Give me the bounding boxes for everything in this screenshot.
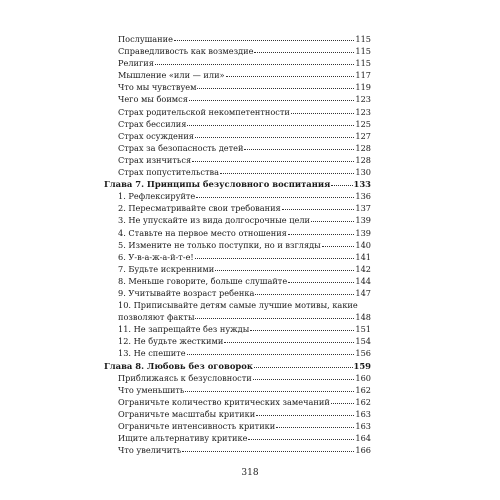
toc-entry-title: 10. Приписывайте детям самые лучшие мотивы, какие xyxy=(118,300,358,311)
toc-entry-title: Глава 8. Любовь без оговорок xyxy=(104,360,253,371)
toc-entry xyxy=(104,299,371,311)
toc-entry-title: 3. Не упускайте из вида долгосрочные цели xyxy=(118,215,310,226)
toc-entry xyxy=(104,93,371,105)
toc-entry-page-number: 148 xyxy=(355,312,371,323)
toc-entry-title: Страх попустительства xyxy=(118,167,220,178)
toc-entry xyxy=(104,142,371,154)
toc-leader-dots xyxy=(226,75,355,77)
toc-entry-title: 5. Измените не только поступки, но и взгляды xyxy=(118,239,321,250)
toc-entry-title: Что увеличить xyxy=(118,445,182,456)
toc-entry xyxy=(104,408,371,420)
toc-entry-page-number: 115 xyxy=(355,58,371,69)
toc-leader-dots xyxy=(331,184,352,186)
toc-entry-title: Справедливость как возмездие xyxy=(118,46,254,57)
toc-leader-dots xyxy=(189,99,354,101)
toc-leader-dots xyxy=(254,51,354,53)
toc-leader-dots xyxy=(322,245,355,247)
toc-leader-dots xyxy=(291,112,354,114)
toc-leader-dots xyxy=(254,366,353,368)
toc-entry xyxy=(104,275,371,287)
toc-entry-page-number: 159 xyxy=(353,360,371,371)
toc-leader-dots xyxy=(195,136,354,138)
toc-entry-title: 8. Меньше говорите, больше слушайте xyxy=(118,275,288,286)
toc-entry-page-number: 164 xyxy=(355,433,371,444)
toc-leader-dots xyxy=(187,124,354,126)
toc-entry-page-number: 151 xyxy=(355,324,371,335)
toc-entry-page-number: 140 xyxy=(355,239,371,250)
toc-entry-page-number: 163 xyxy=(355,408,371,419)
toc-entry-title: Ищите альтернативу критике xyxy=(118,433,248,444)
toc-entry-page-number: 128 xyxy=(355,142,371,153)
toc-entry-title: 2. Пересматривайте свои требования xyxy=(118,203,281,214)
toc-entry-page-number: 163 xyxy=(355,421,371,431)
toc-leader-dots xyxy=(255,293,354,295)
toc-entry xyxy=(104,69,371,81)
toc-entry xyxy=(104,106,371,118)
toc-entry-title: Приближаясь к безусловности xyxy=(118,372,252,383)
toc-leader-dots xyxy=(192,160,354,162)
toc-entry xyxy=(104,227,371,239)
toc-entry xyxy=(104,190,371,202)
toc-entry-title: Мышление «или — или» xyxy=(118,70,225,81)
toc-entry-page-number: 162 xyxy=(355,396,371,407)
toc-leader-dots xyxy=(174,39,354,41)
toc-leader-dots xyxy=(250,329,354,331)
toc-entry-page-number: 123 xyxy=(355,106,371,117)
toc-entry-page-number: 147 xyxy=(355,287,371,298)
toc-entry-title: Страх родительской некомпетентности xyxy=(118,106,290,117)
toc-leader-dots xyxy=(224,341,354,343)
toc-leader-dots xyxy=(195,257,355,259)
toc-entry xyxy=(104,239,371,251)
toc-entry-page-number: 125 xyxy=(355,118,371,129)
toc-entry xyxy=(104,118,371,130)
toc-entry xyxy=(104,263,371,275)
toc-leader-dots xyxy=(155,63,354,65)
toc-entry-page-number: 139 xyxy=(355,227,371,238)
toc-entry-title: Ограничьте масштабы критики xyxy=(118,408,256,419)
toc-entry xyxy=(104,420,371,432)
toc-leader-dots xyxy=(253,378,355,380)
toc-leader-dots xyxy=(215,269,354,271)
toc-entry-page-number: 115 xyxy=(355,46,371,57)
toc-leader-dots xyxy=(197,87,354,89)
toc-entry xyxy=(104,323,371,335)
page-number: 318 xyxy=(241,468,259,478)
toc-leader-dots xyxy=(282,208,355,210)
toc-entry-page-number: 160 xyxy=(355,372,371,383)
toc-entry xyxy=(104,287,371,299)
toc-chapter-heading xyxy=(104,178,371,190)
toc-entry-page-number: 144 xyxy=(355,275,371,286)
toc-entry-title: позволяют факты xyxy=(118,312,195,323)
toc-leader-dots xyxy=(248,438,354,440)
toc-entry-title: Страх изнчиться xyxy=(118,154,192,165)
toc-entry xyxy=(104,251,371,263)
toc-entry xyxy=(104,130,371,142)
toc-entry-page-number: 115 xyxy=(355,34,371,44)
toc-entry-page-number: 141 xyxy=(355,251,371,262)
toc-entry xyxy=(104,396,371,408)
toc-entry-title: Чего мы боимся xyxy=(118,94,188,105)
toc-entry-title: Страх за безопасность детей xyxy=(118,142,244,153)
toc-leader-dots xyxy=(331,402,355,404)
toc-entry-title: 12. Не будьте жесткими xyxy=(118,336,224,347)
toc-entry-page-number: 128 xyxy=(355,154,371,165)
toc-entry xyxy=(104,154,371,166)
toc-leader-dots xyxy=(256,414,354,416)
toc-leader-dots xyxy=(196,196,354,198)
toc-entry xyxy=(104,202,371,214)
toc-leader-dots xyxy=(276,426,354,428)
toc-entry-page-number: 136 xyxy=(355,191,371,202)
toc-entry-title: Страх бессилия xyxy=(118,118,187,129)
toc-entry-title: Ограничьте количество критических замечаний xyxy=(118,396,330,407)
toc-entry-page-number: 117 xyxy=(355,70,371,81)
toc-entry xyxy=(104,45,371,57)
toc-entry-page-number: 119 xyxy=(355,82,371,93)
toc-entry xyxy=(104,444,371,456)
toc-leader-dots xyxy=(220,172,354,174)
toc-leader-dots xyxy=(195,317,354,319)
toc-entry-title: 4. Ставьте на первое место отношения xyxy=(118,227,287,238)
toc-entry-page-number: 139 xyxy=(355,215,371,226)
toc-entry-title: Что уменьшить xyxy=(118,384,185,395)
toc-chapter-heading xyxy=(104,360,371,372)
toc-entry-page-number: 154 xyxy=(355,336,371,347)
toc-entry-page-number: 137 xyxy=(355,203,371,214)
toc-entry-title: 1. Рефлексируйте xyxy=(118,191,196,202)
toc-entry-page-number: 127 xyxy=(355,130,371,141)
toc-entry-title: 13. Не спешите xyxy=(118,348,186,359)
toc-leader-dots xyxy=(182,450,354,452)
toc-entry xyxy=(104,311,371,323)
toc-leader-dots xyxy=(288,233,355,235)
toc-entry-page-number: 123 xyxy=(355,94,371,105)
toc-entry-page-number: 130 xyxy=(355,167,371,178)
toc-leader-dots xyxy=(288,281,354,283)
toc-entry-title: 9. Учитывайте возраст ребенка xyxy=(118,287,255,298)
toc-entry-page-number: 133 xyxy=(353,179,371,190)
toc-entry-page-number: 156 xyxy=(355,348,371,359)
toc-entry xyxy=(104,33,371,45)
toc-entry xyxy=(104,214,371,226)
toc-leader-dots xyxy=(359,306,370,307)
toc-entry xyxy=(104,347,371,359)
toc-entry-page-number: 142 xyxy=(355,263,371,274)
table-of-contents xyxy=(104,33,371,456)
toc-entry-page-number: 162 xyxy=(355,384,371,395)
toc-entry xyxy=(104,57,371,69)
toc-leader-dots xyxy=(185,390,354,392)
toc-leader-dots xyxy=(311,220,354,222)
toc-entry xyxy=(104,335,371,347)
toc-entry xyxy=(104,384,371,396)
toc-entry-title: Послушание xyxy=(118,34,173,44)
toc-entry-title: Ограничьте интенсивность критики xyxy=(118,421,276,431)
toc-leader-dots xyxy=(244,148,354,150)
toc-entry-title: Страх осуждения xyxy=(118,130,194,141)
toc-entry-page-number: 166 xyxy=(355,445,371,456)
toc-entry-title: 7. Будьте искренними xyxy=(118,263,215,274)
toc-entry xyxy=(104,81,371,93)
toc-entry xyxy=(104,166,371,178)
toc-entry-title: 11. Не запрещайте без нужды xyxy=(118,324,250,335)
toc-entry-title: 6. У-в-а-ж-а-й-т-е! xyxy=(118,251,194,262)
toc-entry-title: Что мы чувствуем xyxy=(118,82,197,93)
toc-entry xyxy=(104,372,371,384)
toc-entry xyxy=(104,432,371,444)
toc-entry-title: Глава 7. Принципы безусловного воспитания xyxy=(104,179,331,190)
toc-entry-title: Религия xyxy=(118,58,154,69)
toc-leader-dots xyxy=(187,353,355,355)
